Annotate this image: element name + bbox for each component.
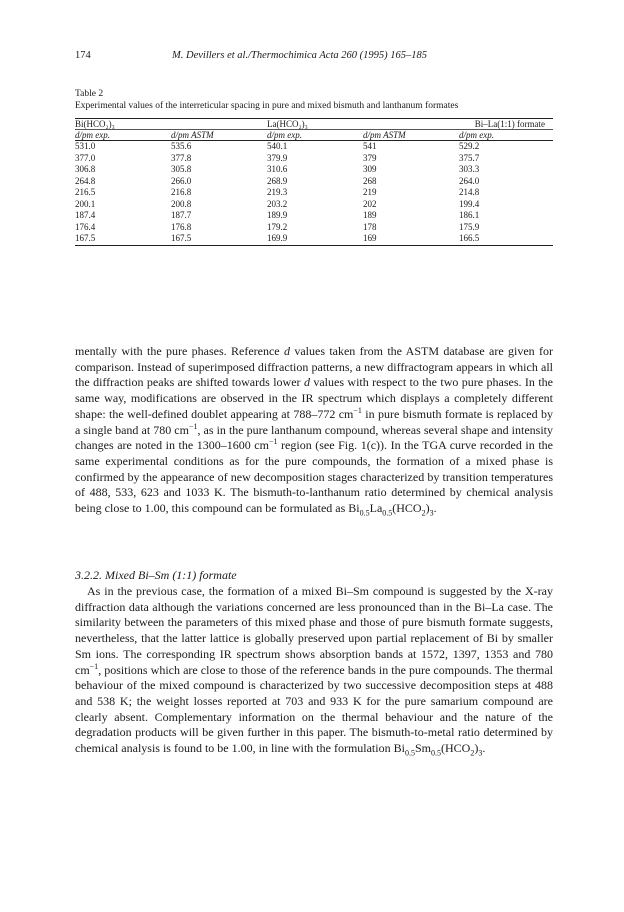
- subscript: 3: [429, 508, 434, 518]
- table-cell: 379.9: [267, 152, 288, 163]
- text-run: (HCO: [392, 501, 422, 516]
- subscript: 2: [470, 748, 475, 758]
- running-head: M. Devillers et al./Thermochimica Acta 260 (1995) 165–185: [172, 50, 427, 61]
- group-header-bi: Bi(HCO₂)₃: [75, 119, 267, 130]
- table-cell: 264.0: [459, 175, 480, 186]
- table-row: [75, 164, 553, 176]
- column-header: d/pm ASTM: [363, 130, 459, 141]
- table-row: [75, 187, 553, 199]
- table-cell: 189: [363, 210, 377, 220]
- table-cell: 379: [363, 152, 377, 163]
- table-cell: 268: [363, 175, 377, 186]
- table-cell: 531.0: [75, 141, 96, 151]
- table-cell: 375.7: [459, 152, 480, 163]
- table-cell: 199.4: [459, 198, 480, 209]
- table-cell: 377.0: [75, 152, 96, 163]
- column-header: d/pm exp.: [75, 130, 171, 141]
- table-cell: 309: [363, 164, 377, 174]
- superscript: −1: [268, 437, 278, 447]
- subscript: 3: [478, 748, 483, 758]
- table-cell: 219.3: [267, 187, 288, 197]
- subscript: 0.5: [382, 508, 393, 518]
- group-header-la: La(HCO₂)₃: [267, 119, 459, 130]
- paragraph: [75, 584, 553, 757]
- text-run: .: [433, 501, 437, 516]
- table-cell: 303.3: [459, 164, 480, 174]
- table-cell: 266.0: [171, 175, 192, 186]
- text-run: d: [283, 344, 290, 358]
- superscript: −1: [353, 405, 362, 415]
- table-cell: 535.6: [171, 141, 192, 151]
- table-row: [75, 141, 553, 153]
- table-cell: 216.8: [171, 187, 192, 197]
- table-row: [75, 153, 553, 165]
- table-cell: 166.5: [459, 233, 553, 245]
- subscript: 0.5: [404, 748, 415, 758]
- body-paragraph-2: [75, 584, 553, 757]
- table-group-row: [75, 119, 553, 130]
- table-cell: 305.8: [171, 164, 192, 174]
- column-header: d/pm exp.: [459, 130, 553, 141]
- paragraph: [75, 344, 553, 517]
- text-run: (HCO: [440, 741, 471, 756]
- superscript: −1: [188, 421, 198, 431]
- table-cell: 541: [363, 141, 377, 151]
- table-cell: 176.4: [75, 221, 96, 232]
- table-cell: 189.9: [267, 210, 288, 220]
- superscript: −1: [89, 661, 99, 671]
- text-run: region (see Fig. 1(c)). In the TGA curve recorded in the same experimental conditions as for the pure compounds, the formation of a mixed phase is confirmed by the appearance of new decomposition stages characterized by transition temperatures of 488, 533, 623 and 1033 K. The bismuth-to-lanthanum ratio determined by chemical analysis being close to 1.00, this compound can be formulated as Bi: [75, 438, 553, 516]
- table-cell: 377.8: [171, 152, 192, 163]
- text-run: , as in the pure lanthanum compound, whereas several shape and intensity changes are noted in the 1300–1600 cm: [75, 422, 553, 453]
- page-number: 174: [75, 50, 91, 61]
- table-cell: 202: [363, 198, 377, 209]
- table-cell: 200.1: [75, 198, 96, 209]
- table-cell: 169.9: [267, 233, 363, 245]
- table-row: [75, 199, 553, 211]
- table-row: [75, 210, 553, 222]
- table-title: Experimental values of the interreticular spacing in pure and mixed bismuth and lanthanum formates: [75, 101, 459, 111]
- table-row: [75, 222, 553, 234]
- table-row: [75, 176, 553, 188]
- text-run: ): [474, 741, 479, 756]
- table-cell: 219: [363, 187, 377, 197]
- table-column-header-row: [75, 130, 553, 141]
- table-cell: 175.9: [459, 221, 480, 232]
- table-cell: 216.5: [75, 187, 96, 197]
- subscript: 2: [421, 508, 426, 518]
- subscript: 0.5: [430, 748, 441, 758]
- text-run: ): [425, 501, 430, 516]
- table-cell: 264.8: [75, 175, 96, 186]
- body-paragraph-1: [75, 344, 553, 517]
- text-run: La: [369, 501, 383, 516]
- group-header-bi-la: Bi–La(1:1) formate: [459, 119, 553, 130]
- table-cell: 268.9: [267, 175, 288, 186]
- text-run: As in the previous case, the formation of a mixed Bi–Sm compound is suggested by the X-ray diffraction data although the variations concerned are less pronounced than in the Bi–La case. The similarity between the parameters of this mixed phase and those of pure bismuth formate suggests, nevertheless, that the latter lattice is globally preserved upon partial replacement of Bi by smaller Sm ions. The corresponding IR spectrum shows absorption bands at 1572, 1397, 1353 and 780 cm: [75, 584, 553, 677]
- text-run: d: [303, 375, 310, 390]
- table-cell: 187.4: [75, 210, 96, 220]
- table-row: [75, 233, 553, 245]
- table-cell: 176.8: [171, 221, 192, 232]
- text-run: , positions which are close to those of the reference bands in the pure compounds. The thermal behaviour of the mixed compound is characterized by two successive decomposition steps at 488 and 538 K; the weight losses reported at 703 and 933 K for the pure samarium compound are clearly absent. Complementary information on the thermal behaviour and the nature of the degradation products will be given further in this paper. The bismuth-to-metal ratio determined by chemical analysis is found to be 1.00, in line with the formulation Bi: [75, 662, 553, 756]
- table-cell: 540.1: [267, 141, 288, 151]
- page-header: [75, 50, 553, 64]
- table-cell: 310.6: [267, 164, 288, 174]
- text-run: Sm: [414, 741, 431, 756]
- text-run: .: [482, 741, 486, 756]
- column-header: d/pm ASTM: [171, 130, 267, 141]
- text-run: values taken from the ASTM database are given for comparison. Instead of superimposed diffraction patterns, a new diffractogram appears in which all the diffraction peaks are shifted towards lower: [75, 344, 553, 390]
- table-cell: 214.8: [459, 187, 480, 197]
- text-run: values with respect to the two pure phases. In the same way, modifications are observed in the IR spectrum which displays a completely different shape: the well-defined doublet appearing at 788–772 cm: [75, 375, 554, 421]
- text-run: in pure bismuth formate is replaced by a single band at 780 cm: [75, 406, 553, 437]
- table-label: Table 2: [75, 89, 104, 99]
- table-caption: [75, 88, 553, 112]
- table-cell: 167.5: [75, 233, 171, 245]
- subscript: 0.5: [359, 508, 370, 518]
- data-table: [75, 118, 553, 246]
- table-cell: 178: [363, 221, 377, 232]
- table-cell: 529.2: [459, 141, 480, 151]
- table-cell: 306.8: [75, 164, 96, 174]
- table-cell: 203.2: [267, 198, 288, 209]
- table-cell: 167.5: [171, 233, 267, 245]
- table-cell: 179.2: [267, 221, 288, 232]
- table-cell: 169: [363, 233, 459, 245]
- section-heading: 3.2.2. Mixed Bi–Sm (1:1) formate: [75, 568, 237, 582]
- column-header: d/pm exp.: [267, 130, 363, 141]
- text-run: mentally with the pure phases. Reference: [75, 344, 284, 358]
- table-cell: 187.7: [171, 210, 192, 220]
- table-cell: 186.1: [459, 210, 480, 220]
- table-cell: 200.8: [171, 198, 192, 209]
